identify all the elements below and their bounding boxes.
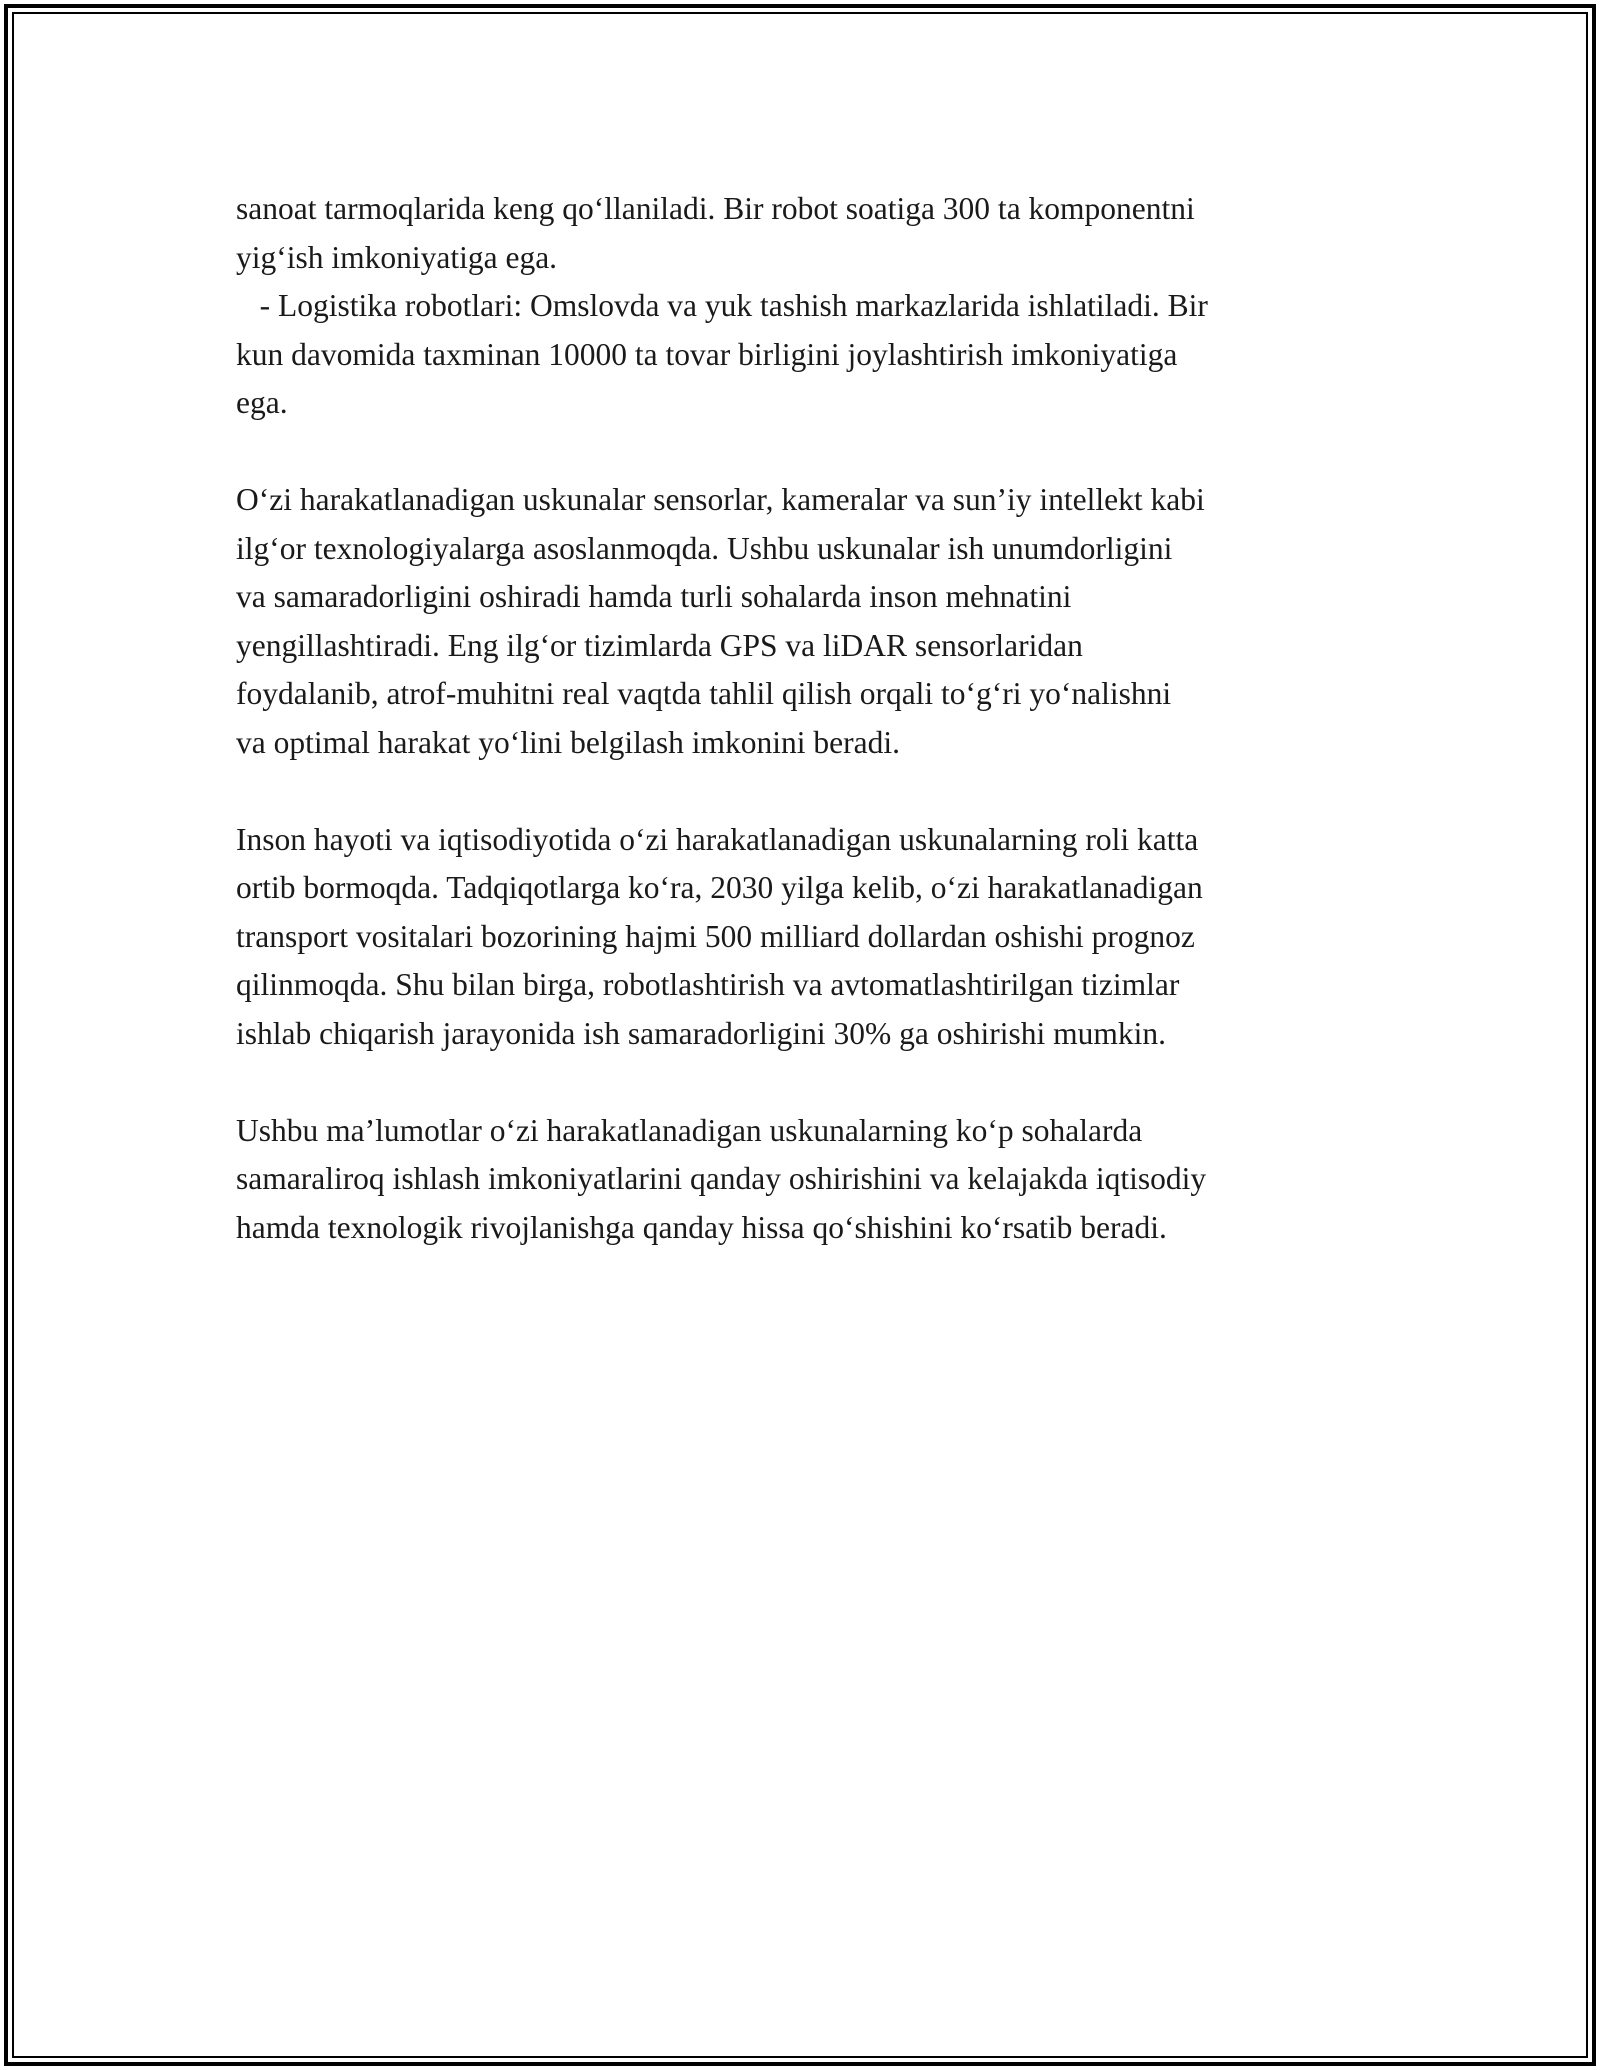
paragraph-continuation — [236, 185, 1366, 282]
text-line: sanoat tarmoqlarida keng qo‘llaniladi. Bir robot soatiga 300 ta komponentni — [236, 191, 1195, 226]
text-line: Ushbu ma’lumotlar o‘zi harakatlanadigan uskunalarning ko‘p sohalarda — [236, 1112, 1143, 1148]
text-line: transport vositalari bozorining hajmi 500 milliard dollardan oshishi prognoz — [236, 918, 1195, 954]
paragraph-technologies — [236, 476, 1366, 767]
text-line: ega. — [236, 385, 288, 420]
text-line: yig‘ish imkoniyatiga ega. — [236, 239, 558, 275]
paragraph-spacer — [236, 428, 1366, 477]
text-line: ilg‘or texnologiyalarga asoslanmoqda. Ushbu uskunalar ish unumdorligini — [236, 530, 1173, 566]
text-line: Inson hayoti va iqtisodiyotida o‘zi harakatlanadigan uskunalarning roli katta — [236, 821, 1199, 857]
text-line: - Logistika robotlari: Omslovda va yuk tashish markazlarida ishlatiladi. Bir — [236, 288, 1208, 323]
text-line: samaraliroq ishlash imkoniyatlarini qanday oshirishini va kelajakda iqtisodiy — [236, 1161, 1207, 1196]
text-line: qilinmoqda. Shu bilan birga, robotlashtirish va avtomatlashtirilgan tizimlar — [236, 967, 1180, 1002]
text-line: foydalanib, atrof-muhitni real vaqtda tahlil qilish orqali to‘g‘ri yo‘nalishni — [236, 676, 1172, 711]
text-line: va optimal harakat yo‘lini belgilash imkonini beradi. — [236, 724, 900, 760]
text-line: ortib bormoqda. Tadqiqotlarga ko‘ra, 2030 yilga kelib, o‘zi harakatlanadigan — [236, 870, 1203, 905]
text-line: O‘zi harakatlanadigan uskunalar sensorlar, kameralar va sun’iy intellekt kabi — [236, 482, 1205, 517]
text-line: va samaradorligini oshiradi hamda turli sohalarda inson mehnatini — [236, 579, 1072, 614]
text-line: kun davomida taxminan 10000 ta tovar birligini joylashtirish imkoniyatiga — [236, 336, 1178, 372]
paragraph-conclusion — [236, 1107, 1366, 1253]
paragraph-spacer — [236, 767, 1366, 816]
list-item-logistika — [236, 282, 1366, 428]
text-line: yengillashtiradi. Eng ilg‘or tizimlarda GPS va liDAR sensorlaridan — [236, 627, 1083, 663]
paragraph-spacer — [236, 1058, 1366, 1107]
text-line: ishlab chiqarish jarayonida ish samaradorligini 30% ga oshirishi mumkin. — [236, 1015, 1166, 1051]
document-body — [236, 185, 1366, 1252]
paragraph-economy — [236, 816, 1366, 1059]
text-line: hamda texnologik rivojlanishga qanday hissa qo‘shishini ko‘rsatib beradi. — [236, 1209, 1167, 1245]
